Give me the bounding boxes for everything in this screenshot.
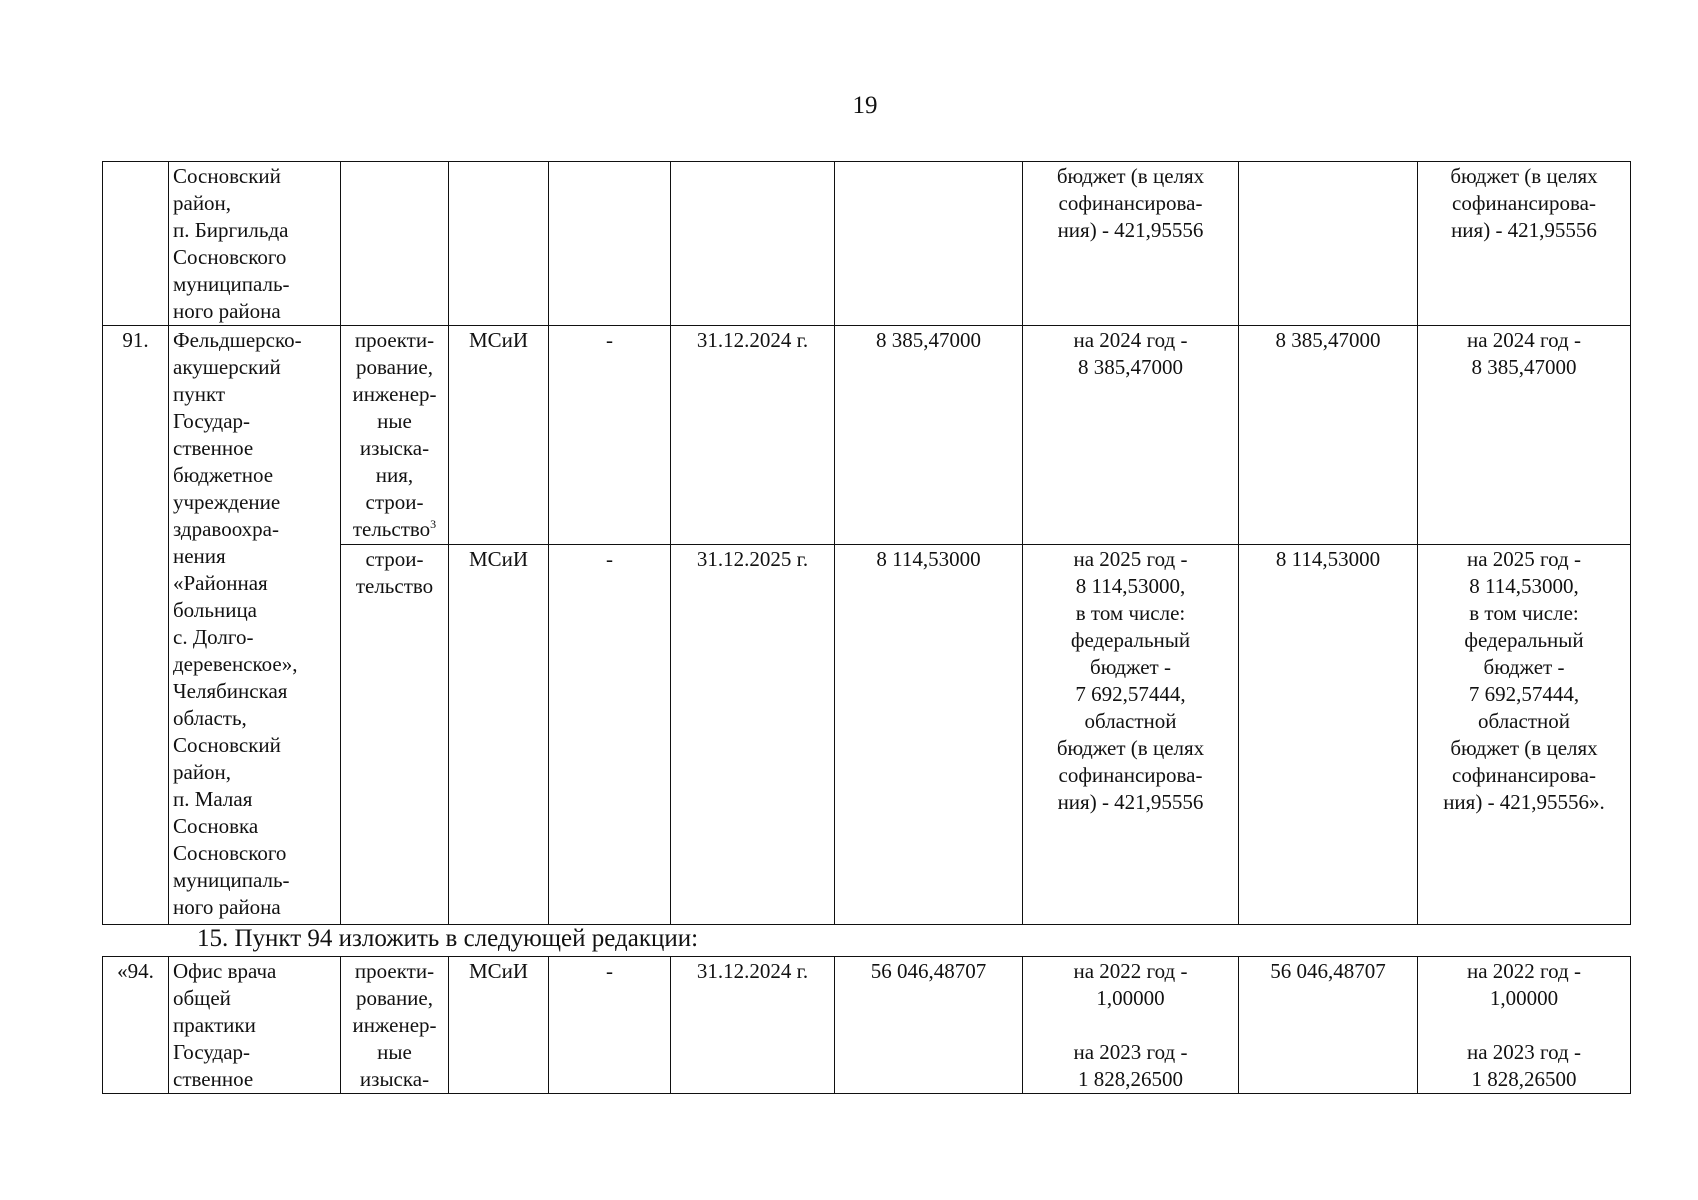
cell-customer: МСиИ [449,957,549,1094]
cell-limit: 8 114,53000 [1239,545,1418,925]
table-row-94 [103,957,1631,1094]
cell-number [103,162,169,326]
objects-table-item-94 [102,956,1631,1094]
cell-financing-new: на 2022 год - 1,00000 на 2023 год - 1 828,26500 [1418,957,1631,1094]
cell-object: Фельдшерско- акушерский пункт Государ- ственное бюджетное учреждение здравоохра- нения «Районная больница с. Долго- деревенское», Челябинская область, Сосновский район, п. Малая Сосновка Сосновского муниципаль- ного района [169,326,341,925]
cell-work-type: проекти- рование, инженер- ные изыска- [341,957,449,1094]
cell-financing: бюджет (в целях софинансирова- ния) - 421,95556 [1023,162,1239,326]
cell-col4: - [549,957,671,1094]
cell-financing-new: на 2025 год - 8 114,53000, в том числе: федеральный бюджет - 7 692,57444, областной бюджет (в целях софинансирова- ния) - 421,95556». [1418,545,1631,925]
cell-financing: на 2022 год - 1,00000 на 2023 год - 1 828,26500 [1023,957,1239,1094]
page-number: 19 [852,92,878,119]
cell-cost [835,162,1023,326]
cell-limit: 56 046,48707 [1239,957,1418,1094]
cell-col4: - [549,545,671,925]
cell-work-type [341,326,449,545]
cell-date: 31.12.2024 г. [671,326,835,545]
cell-cost: 56 046,48707 [835,957,1023,1094]
cell-customer: МСиИ [449,326,549,545]
cell-work-type: строи- тельство [341,545,449,925]
cell-object: Офис врача общей практики Государ- ственное [169,957,341,1094]
cell-cost: 8 385,47000 [835,326,1023,545]
cell-limit: 8 385,47000 [1239,326,1418,545]
cell-date [671,162,835,326]
cell-financing: на 2025 год - 8 114,53000, в том числе: федеральный бюджет - 7 692,57444, областной бюджет (в целях софинансирова- ния) - 421,95556 [1023,545,1239,925]
table-row-continuation [103,162,1631,326]
work-type-text: проекти- рование, инженер- ные изыска- ния, строи- тельство [352,328,437,541]
cell-customer [449,162,549,326]
cell-date: 31.12.2024 г. [671,957,835,1094]
cell-col4: - [549,326,671,545]
cell-financing-new: бюджет (в целях софинансирова- ния) - 421,95556 [1418,162,1631,326]
cell-col4 [549,162,671,326]
cell-limit [1239,162,1418,326]
cell-number: 91. [103,326,169,925]
cell-customer: МСиИ [449,545,549,925]
footnote-mark: 3 [430,517,437,531]
cell-object: Сосновский район, п. Биргильда Сосновского муниципаль- ного района [169,162,341,326]
objects-table-continued [102,161,1631,925]
table-row-91-stage-1 [103,326,1631,545]
cell-date: 31.12.2025 г. [671,545,835,925]
cell-number: «94. [103,957,169,1094]
cell-work-type [341,162,449,326]
cell-cost: 8 114,53000 [835,545,1023,925]
cell-financing: на 2024 год - 8 385,47000 [1023,326,1239,545]
cell-financing-new: на 2024 год - 8 385,47000 [1418,326,1631,545]
amendment-instruction: 15. Пункт 94 изложить в следующей редакции: [197,925,699,952]
